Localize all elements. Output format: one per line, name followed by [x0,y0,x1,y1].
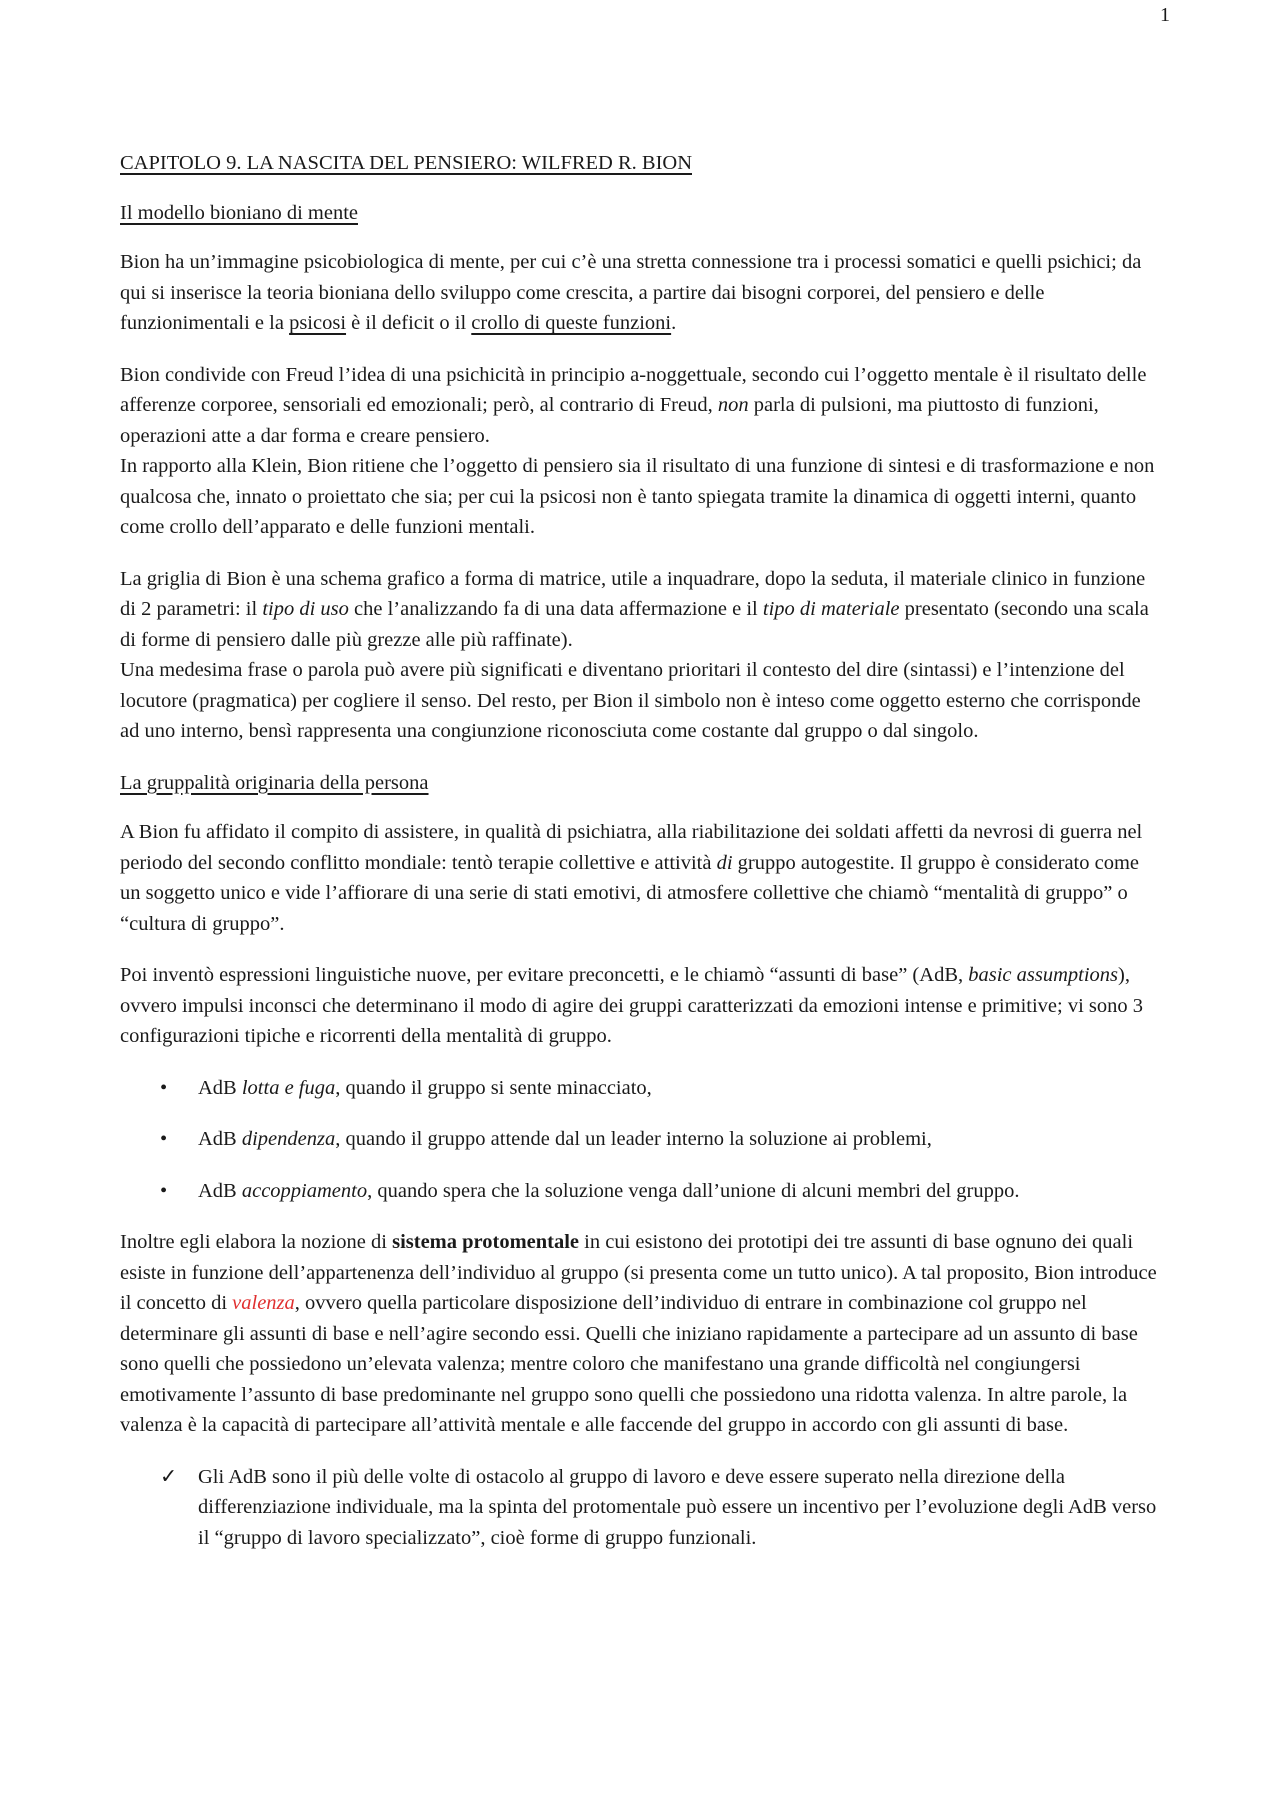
checkmark-icon: ✓ [160,1465,178,1488]
list-item: • AdB lotta e fuga, quando il gruppo si sente minacciato, [120,1073,1160,1104]
bullet-icon: • [160,1128,168,1150]
paragraph-psychobiological-mind: Bion ha un’immagine psicobiologica di mente, per cui c’è una stretta connessione tra i processi somatici e quelli psichici; da qui si inserisce la teoria bioniana dello sviluppo come crescita, a partire dai bisogni corporei, del pensiero e delle funzionimentali e la psicosi è il deficit o il crollo di queste funzioni. [120,251,1142,334]
paragraph-protomental-system: Inoltre egli elabora la nozione di sistema protomentale in cui esistono dei prototipi dei tre assunti di base ognuno dei quali esiste in funzione dell’appartenenza dell’individuo al gruppo (si presenta come un tutto unico). A tal proposito, Bion introduce il concetto di valenza, ovvero quella particolare disposizione dell’individuo di entrare in combinazione col gruppo nel determinare gli assunti di base e nell’agire secondo essi. Quelli che iniziano rapidamente a partecipare ad un assunto di base sono quelli che possiedono un’elevata valenza; mentre coloro che manifestano una grande difficoltà nel congiungersi emotivamente l’assunto di base predominante nel gruppo sono quelli che possiedono una ridotta valenza. In altre parole, la valenza è la capacità di partecipare all’attività mentale e alle faccende del gruppo in accordo con gli assunti di base. [120,1231,1157,1436]
highlight-valenza: valenza [232,1292,295,1314]
list-item: • AdB accoppiamento, quando spera che la soluzione venga dall’unione di alcuni membri del gruppo. [120,1176,1160,1207]
document-body [120,148,1160,1553]
emphasis-basic-assumptions: basic assumptions [968,964,1119,986]
paragraph-war-neurosis: A Bion fu affidato il compito di assistere, in qualità di psichiatra, alla riabilitazione dei soldati affetti da nevrosi di guerra nel periodo del secondo conflitto mondiale: tentò terapie collettive e attività di gruppo autogestite. Il gruppo è considerato come un soggetto unico e vide l’affiorare di una serie di stati emotivi, di atmosfere collettive che chiamò “mentalità di gruppo” o “cultura di gruppo”. [120,821,1143,935]
bullet-icon: • [160,1179,168,1202]
term-crollo-funzioni: crollo di queste funzioni [471,312,672,334]
page-number: 1 [1160,4,1170,26]
bold-sistema-protomentale: sistema protomentale [392,1231,580,1253]
chapter-title: CAPITOLO 9. LA NASCITA DEL PENSIERO: WILFRED R. BION [120,152,692,174]
paragraph-freud-comparison: Bion condivide con Freud l’idea di una psichicità in principio a-noggettuale, secondo cui l’oggetto mentale è il risultato delle afferenze corporee, sensoriali ed emozionali; però, al contrario di Freud, non parla di pulsioni, ma piuttosto di funzioni, operazioni atte a dar forma e creare pensiero. [120,363,1147,447]
paragraph-klein-comparison: In rapporto alla Klein, Bion ritiene che l’oggetto di pensiero sia il risultato di una funzione di sintesi e di trasformazione e non qualcosa che, innato o proiettato che sia; per cui la psicosi non è tanto spiegata tramite la dinamica di oggetti interni, quanto come crollo dell’apparato e delle funzioni mentali. [120,455,1155,538]
list-item: • AdB dipendenza, quando il gruppo attende dal un leader interno la soluzione ai problemi, [120,1124,1160,1155]
bullet-icon: • [160,1076,168,1099]
section-title-group-origin: La gruppalità originaria della persona [120,771,429,794]
basic-assumptions-list [120,1073,1160,1207]
term-psicosi: psicosi [289,312,347,334]
emphasis-di: di [716,851,733,874]
checkmark-list [120,1462,1160,1554]
emphasis-tipo-di-uso: tipo di uso [262,598,349,620]
paragraph-bion-grid: La griglia di Bion è una schema grafico a forma di matrice, utile a inquadrare, dopo la seduta, il materiale clinico in funzione di 2 parametri: il tipo di uso che l’analizzando fa di una data affermazione e il tipo di materiale presentato (secondo una scala di forme di pensiero dalle più grezze alle più raffinate). [120,567,1149,651]
list-item: ✓ Gli AdB sono il più delle volte di ostacolo al gruppo di lavoro e deve essere superato nella direzione della differenziazione individuale, ma la spinta del protomentale può essere un incentivo per l’evoluzione degli AdB verso il “gruppo di lavoro specializzato”, cioè forme di gruppo funzionali. [120,1462,1160,1554]
section-title-mind-model: Il modello bioniano di mente [120,201,358,224]
paragraph-symbol: Una medesima frase o parola può avere più significati e diventano prioritari il contesto del dire (sintassi) e l’intenzione del locutore (pragmatica) per cogliere il senso. Del resto, per Bion il simbolo non è inteso come oggetto esterno che corrisponde ad uno interno, bensì rappresenta una congiunzione riconosciuta come costante dal gruppo o dal singolo. [120,659,1141,742]
emphasis-non: non [717,394,749,416]
paragraph-basic-assumptions: Poi inventò espressioni linguistiche nuove, per evitare preconcetti, e le chiamò “assunti di base” (AdB, basic assumptions), ovvero impulsi inconsci che determinano il modo di agire dei gruppi caratterizzati da emozioni intense e primitive; vi sono 3 configurazioni tipiche e ricorrenti della mentalità di gruppo. [120,964,1143,1047]
emphasis-tipo-di-materiale: tipo di materiale [762,598,900,620]
